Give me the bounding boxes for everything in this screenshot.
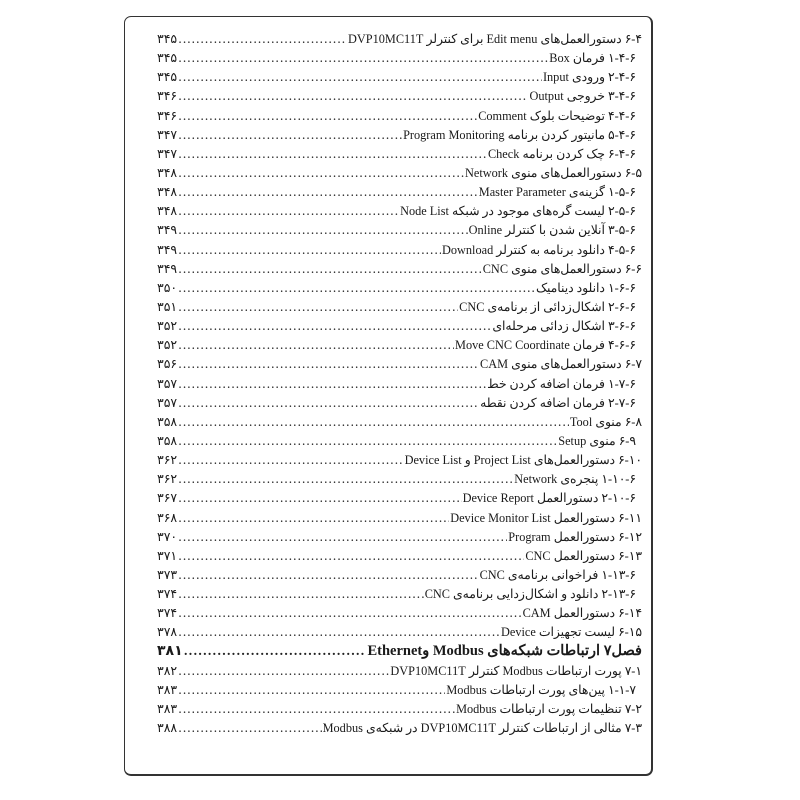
toc-entry[interactable]	[157, 680, 642, 699]
chapter-title: فصل۷ ارتباطات شبکه‌های Modbus وEthernet	[367, 642, 642, 659]
entry-title: ۳-۴-۶ خروجی Output	[529, 89, 636, 104]
toc-entry[interactable]	[157, 718, 642, 737]
dot-leader	[178, 509, 449, 528]
page-number: ۳۴۹	[157, 260, 178, 276]
page-number: ۳۷۸	[157, 624, 178, 640]
table-of-contents	[157, 29, 642, 737]
page-number: ۳۸۳	[157, 681, 178, 697]
entry-title: ۱-۱۳-۶ فراخوانی برنامه‌ی CNC	[479, 567, 636, 582]
dot-leader	[178, 260, 482, 279]
toc-entry[interactable]	[157, 201, 642, 220]
toc-entry[interactable]	[157, 48, 642, 67]
entry-title: ۱-۱۰-۶ پنجره‌ی Network	[514, 472, 636, 487]
entry-title: ۲-۶-۶ اشکال‌زدائی از برنامه‌ی CNC	[459, 299, 636, 314]
toc-entry[interactable]	[157, 699, 642, 718]
dot-leader	[178, 126, 402, 145]
dot-leader	[178, 585, 424, 604]
toc-entry[interactable]	[157, 106, 642, 125]
entry-title: ۷-۱ پورت ارتباطات Modbus کنترلر DVP10MC11T	[390, 663, 642, 678]
toc-entry[interactable]	[157, 316, 642, 335]
toc-entry[interactable]	[157, 469, 642, 488]
page-number: ۳۸۲	[157, 662, 178, 678]
entry-title: ۱-۵-۶ گزینه‌ی Master Parameter	[478, 185, 636, 200]
toc-entry[interactable]	[157, 374, 642, 393]
dot-leader	[178, 164, 464, 183]
dot-leader	[178, 470, 513, 489]
dot-leader	[178, 183, 478, 202]
toc-entry[interactable]	[157, 220, 642, 239]
entry-title: ۶-۴-۶ چک کردن برنامه Check	[487, 146, 636, 161]
dot-leader	[178, 681, 445, 700]
dot-leader	[178, 68, 542, 87]
page-number: ۳۶۸	[157, 509, 178, 525]
toc-entry[interactable]	[157, 86, 642, 105]
dot-leader	[178, 221, 467, 240]
page-number: ۳۵۸	[157, 432, 178, 448]
page-number: ۳۴۵	[157, 31, 178, 46]
toc-entry[interactable]	[157, 354, 642, 373]
page-number: ۳۶۲	[157, 452, 178, 468]
entry-title: ۲-۵-۶ لیست گره‌های موجود در شبکه Node List	[400, 204, 636, 219]
toc-entry[interactable]	[157, 278, 642, 297]
page-number: ۳۵۲	[157, 337, 178, 353]
page-number: ۳۵۷	[157, 394, 178, 410]
dot-leader	[178, 489, 461, 508]
page-number: ۳۵۶	[157, 356, 178, 372]
entry-title: ۱-۷-۶ فرمان اضافه کردن خط	[487, 376, 636, 391]
page-number: ۳۷۴	[157, 605, 178, 621]
entry-title: ۶-۱۱ دستورالعمل Device Monitor List	[450, 510, 642, 525]
entry-title: ۴-۶-۶ فرمان Move CNC Coordinate	[455, 338, 636, 353]
toc-entry[interactable]	[157, 144, 642, 163]
entry-title: ۲-۴-۶ ورودی Input	[542, 70, 636, 85]
dot-leader	[184, 642, 367, 661]
toc-entry[interactable]	[157, 335, 642, 354]
dot-leader	[178, 547, 524, 566]
toc-chapter-heading[interactable]	[157, 642, 642, 661]
page-number: ۳۶۷	[157, 490, 178, 506]
page-number: ۳۷۱	[157, 547, 178, 563]
toc-entry[interactable]	[157, 393, 642, 412]
entry-title: ۶-۱۲ دستورالعمل Program	[508, 529, 642, 544]
dot-leader	[178, 107, 477, 126]
page-number: ۳۵۷	[157, 375, 178, 391]
page-number: ۳۴۵	[157, 69, 178, 85]
dot-leader	[178, 202, 399, 221]
toc-entry[interactable]	[157, 163, 642, 182]
dot-leader	[178, 604, 521, 623]
page-number: ۳۴۹	[157, 222, 178, 238]
page-number: ۳۴۹	[157, 241, 178, 257]
toc-entry[interactable]	[157, 622, 642, 641]
toc-entry[interactable]	[157, 565, 642, 584]
entry-title: ۳-۶-۶ اشکال زدائی مرحله‌ای	[492, 319, 636, 334]
dot-leader	[178, 87, 528, 106]
dot-leader	[178, 528, 507, 547]
toc-entry[interactable]	[157, 412, 642, 431]
page-number: ۳۷۳	[157, 566, 178, 582]
toc-entry[interactable]	[157, 240, 642, 259]
page-number: ۳۴۶	[157, 107, 178, 123]
entry-title: ۷-۳ مثالی از ارتباطات کنترلر DVP10MC11T در شبکه‌ی Modbus	[322, 721, 642, 736]
dot-leader	[178, 49, 548, 68]
entry-title: ۶-۱۴ دستورالعمل CAM	[522, 606, 642, 621]
dot-leader	[178, 451, 403, 470]
toc-entry[interactable]	[157, 29, 642, 48]
page-number: ۳۴۸	[157, 203, 178, 219]
dot-leader	[178, 145, 487, 164]
entry-title: ۵-۴-۶ مانیتور کردن برنامه Program Monitoring	[403, 127, 636, 142]
entry-title: ۳-۵-۶ آنلاین شدن با کنترلر Online	[468, 223, 636, 238]
dot-leader	[178, 566, 478, 585]
dot-leader	[178, 279, 535, 298]
entry-title: ۱-۴-۶ فرمان Box	[549, 51, 636, 66]
dot-leader	[178, 662, 389, 681]
toc-entry[interactable]	[157, 603, 642, 622]
entry-title: ۱-۶-۶ دانلود دینامیک	[535, 280, 636, 295]
toc-entry[interactable]	[157, 450, 642, 469]
page-number: ۳۴۵	[157, 50, 178, 66]
entry-title: ۶-۷ دستورالعمل‌های منوی CAM	[480, 357, 642, 372]
page-number: ۳۷۴	[157, 586, 178, 602]
entry-title: ۷-۲ تنظیمات پورت ارتباطات Modbus	[456, 701, 642, 716]
dot-leader	[178, 30, 347, 49]
toc-entry[interactable]	[157, 546, 642, 565]
toc-entry[interactable]	[157, 67, 642, 86]
entry-title: ۱-۱-۷ پین‌های پورت ارتباطات Modbus	[446, 682, 636, 697]
dot-leader	[178, 375, 486, 394]
entry-title: ۲-۱۰-۶ دستورالعمل Device Report	[462, 491, 636, 506]
entry-title: ۶-۹ منوی Setup	[558, 433, 636, 448]
toc-entry[interactable]	[157, 508, 642, 527]
toc-entry[interactable]	[157, 297, 642, 316]
entry-title: ۶-۱۳ دستورالعمل CNC	[525, 548, 642, 563]
page-number: ۳۴۸	[157, 184, 178, 200]
entry-title: ۶-۸ منوی Tool	[569, 414, 642, 429]
dot-leader	[178, 241, 441, 260]
entry-title: ۴-۵-۶ دانلود برنامه به کنترلر Download	[442, 242, 636, 257]
toc-entry[interactable]	[157, 527, 642, 546]
dot-leader	[178, 413, 569, 432]
page-number: ۳۸۳	[157, 700, 178, 716]
page-number: ۳۵۸	[157, 413, 178, 429]
dot-leader	[178, 719, 321, 738]
entry-title: ۲-۱۳-۶ دانلود و اشکال‌زدایی برنامه‌ی CNC	[424, 587, 636, 602]
entry-title: ۶-۴ دستورالعمل‌های Edit menu برای کنترلر DVP10MC11T	[348, 32, 642, 46]
dot-leader	[178, 355, 479, 374]
dot-leader	[178, 432, 557, 451]
toc-entry[interactable]	[157, 661, 642, 680]
entry-title: ۶-۱۰ دستورالعمل‌های Project List و Device List	[404, 453, 642, 468]
entry-title: ۶-۵ دستورالعمل‌های منوی Network	[465, 165, 642, 180]
page-number: ۳۸۱	[157, 642, 183, 659]
page-number: ۳۴۷	[157, 145, 178, 161]
page-number: ۳۴۸	[157, 164, 178, 180]
dot-leader	[178, 623, 500, 642]
page-number: ۳۸۸	[157, 720, 178, 736]
toc-entry[interactable]	[157, 584, 642, 603]
page-number: ۳۴۶	[157, 88, 178, 104]
entry-title: ۶-۶ دستورالعمل‌های منوی CNC	[482, 261, 642, 276]
entry-title: ۶-۱۵ لیست تجهیزات Device	[501, 625, 642, 640]
toc-entry[interactable]	[157, 488, 642, 507]
toc-entry[interactable]	[157, 182, 642, 201]
dot-leader	[178, 298, 458, 317]
toc-entry[interactable]	[157, 259, 642, 278]
entry-title: ۲-۷-۶ فرمان اضافه کردن نقطه	[480, 395, 636, 410]
toc-entry[interactable]	[157, 431, 642, 450]
toc-entry[interactable]	[157, 125, 642, 144]
dot-leader	[178, 336, 454, 355]
page-number: ۳۵۱	[157, 298, 178, 314]
page-number: ۳۵۲	[157, 318, 178, 334]
page-number: ۳۷۰	[157, 528, 178, 544]
page-number: ۳۵۰	[157, 279, 178, 295]
dot-leader	[178, 700, 455, 719]
dot-leader	[178, 317, 491, 336]
dot-leader	[178, 394, 479, 413]
entry-title: ۴-۴-۶ توضیحات بلوک Comment	[478, 108, 636, 123]
page-number: ۳۶۲	[157, 471, 178, 487]
page-number: ۳۴۷	[157, 126, 178, 142]
